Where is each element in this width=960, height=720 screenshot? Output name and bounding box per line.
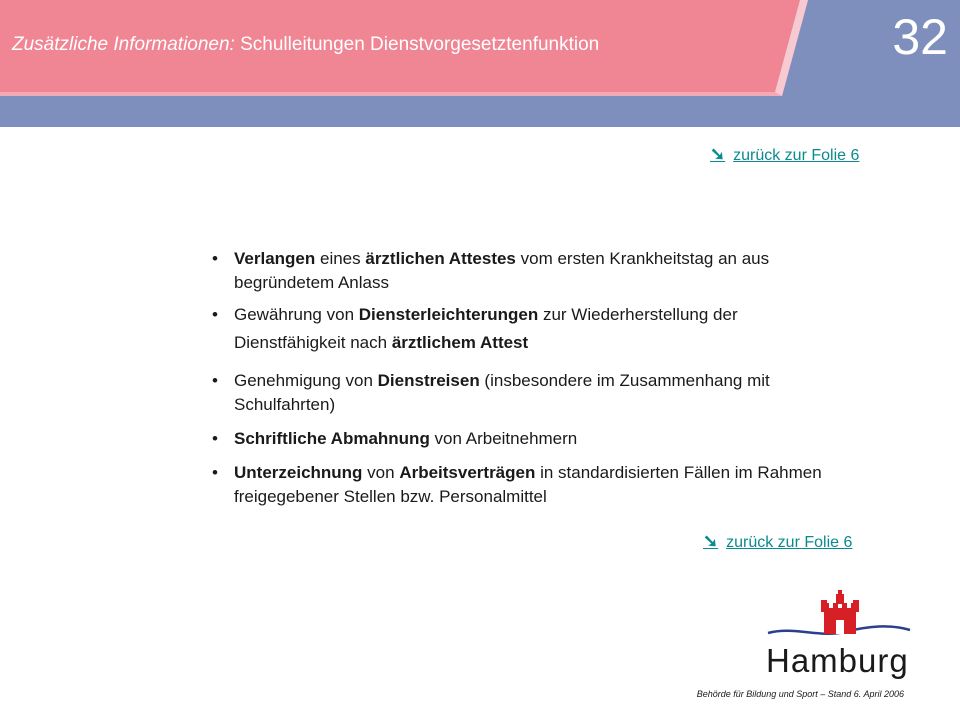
list-item xyxy=(212,461,852,509)
bold-term: Arbeitsverträgen xyxy=(399,463,536,482)
title-rest: Schulleitungen Dienstvorgesetztenfunktion xyxy=(240,34,600,55)
bullet-text: (insbesondere im Zusammenhang mit Schulfahrten) xyxy=(234,371,770,414)
footer-text: Behörde für Bildung und Sport – Stand 6. April 2006 xyxy=(696,689,904,699)
page-title xyxy=(12,34,772,56)
list-item xyxy=(212,427,852,451)
bold-term: Verlangen xyxy=(234,249,316,268)
list-item xyxy=(212,247,852,295)
slide-number: 32 xyxy=(892,9,948,65)
bullet-text: eines xyxy=(315,249,366,268)
bold-term: Dienstreisen xyxy=(377,371,480,390)
header-tab-shape xyxy=(0,0,960,127)
bullet-list xyxy=(212,247,852,509)
back-to-slide-6-link-bottom[interactable] xyxy=(703,531,852,552)
bullet-text: Genehmigung von xyxy=(234,371,378,390)
bullet-text: Gewährung von xyxy=(234,305,359,324)
link-label: zurück zur Folie 6 xyxy=(726,534,853,551)
bullet-text: von xyxy=(362,463,400,482)
hamburg-wordmark: Hamburg xyxy=(766,642,909,679)
bullet-text: zur Wiederherstellung der Dienstfähigkeit nach xyxy=(234,305,738,352)
title-lead: Zusätzliche Informationen: xyxy=(12,34,235,55)
bullet-text: in standardisierten Fällen im Rahmen freigegebener Stellen bzw. Personalmittel xyxy=(234,463,822,506)
bold-term: ärztlichen Attestes xyxy=(365,249,516,268)
arrow-down-right-icon: ➘ xyxy=(710,144,726,164)
link-label: zurück zur Folie 6 xyxy=(733,147,860,164)
arrow-down-right-icon: ➘ xyxy=(703,531,719,551)
bullet-text: von Arbeitnehmern xyxy=(429,429,578,448)
back-to-slide-6-link-top[interactable] xyxy=(710,144,859,165)
list-item xyxy=(212,301,852,357)
bold-term: Schriftliche Abmahnung xyxy=(234,429,430,448)
bold-term: Unterzeichnung xyxy=(234,463,363,482)
bold-term: ärztlichem Attest xyxy=(391,333,529,352)
bold-term: Diensterleichterungen xyxy=(358,305,539,324)
list-item xyxy=(212,369,852,417)
bullet-text: vom ersten Krankheitstag an aus begründetem Anlass xyxy=(234,249,770,292)
